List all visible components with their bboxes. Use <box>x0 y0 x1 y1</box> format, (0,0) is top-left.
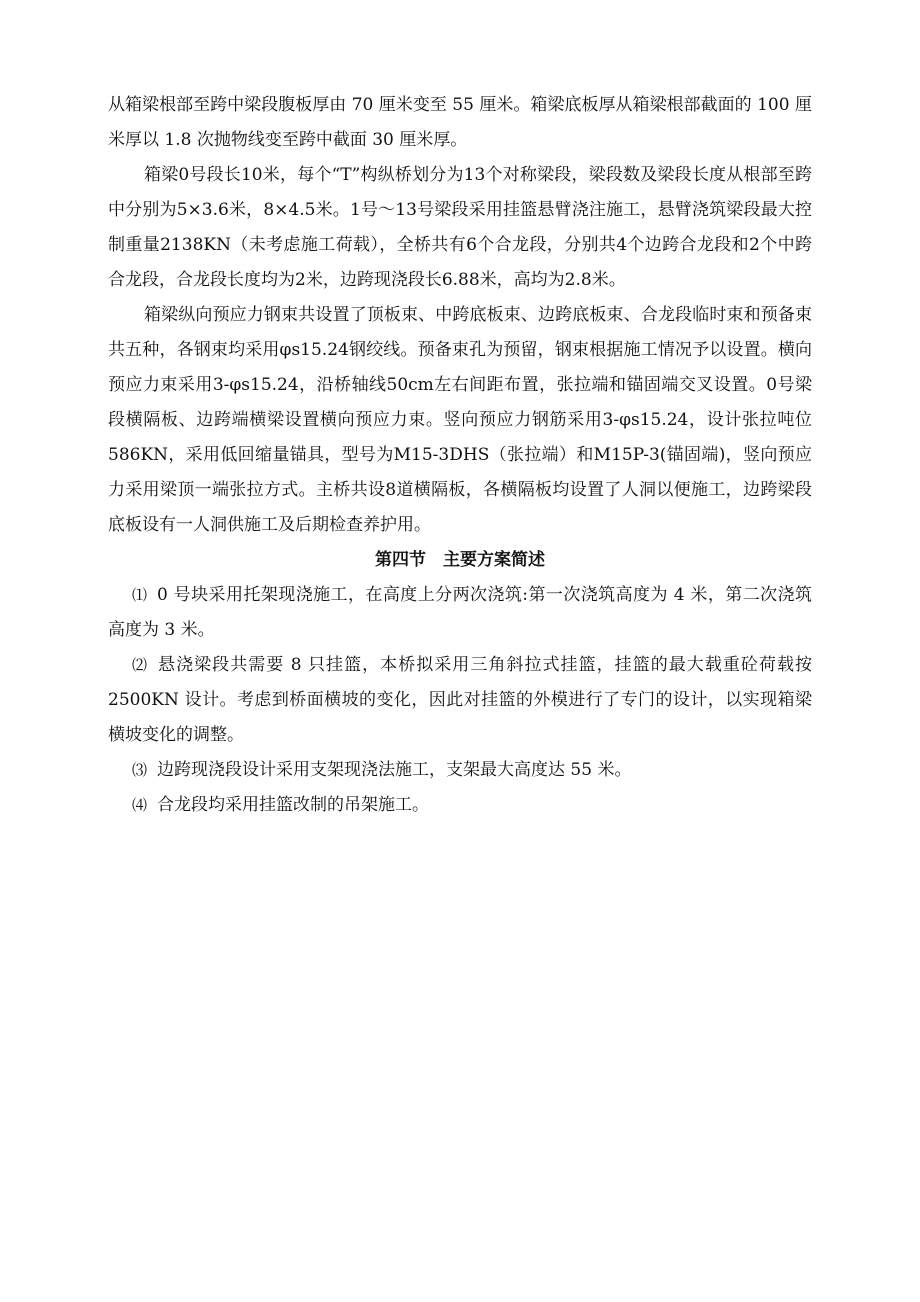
section-title: 第四节 主要方案简述 <box>375 550 545 570</box>
list-item <box>108 753 812 788</box>
list-item <box>108 788 812 823</box>
paragraph-segments: 箱梁0号段长10米，每个“T”构纵桥划分为13个对称梁段，梁段数及梁段长度从根部至跨中分别为5×3.6米，8×4.5米。1号～13号梁段采用挂篮悬臂浇注施工，悬臂浇筑梁段最大控制重量2138KN（未考虑施工荷载），全桥共有6个合龙段，分别共4个边跨合龙段和2个中跨合龙段，合龙段长度均为2米，边跨现浇段长6.88米，高均为2.8米。 <box>108 165 812 290</box>
list-item <box>108 578 812 648</box>
list-item-text: 0 号块采用托架现浇施工，在高度上分两次浇筑:第一次浇筑高度为 4 米，第二次浇筑高度为 3 米。 <box>108 585 812 640</box>
paragraph-prestress: 箱梁纵向预应力钢束共设置了顶板束、中跨底板束、边跨底板束、合龙段临时束和预备束共五种，各钢束均采用φs15.24钢绞线。预备束孔为预留，钢束根据施工情况予以设置。横向预应力束采用3-φs15.24，沿桥轴线50cm左右间距布置，张拉端和锚固端交叉设置。0号梁段横隔板、边跨端横梁设置横向预应力束。竖向预应力钢筋采用3-φs15.24，设计张拉吨位586KN，采用低回缩量锚具，型号为M15-3DHS（张拉端）和M15P-3(锚固端)，竖向预应力采用梁顶一端张拉方式。主桥共设8道横隔板，各横隔板均设置了人洞以便施工，边跨梁段底板设有一人洞供施工及后期检查养护用。 <box>108 305 812 535</box>
list-item-text: 边跨现浇段设计采用支架现浇法施工，支架最大高度达 55 米。 <box>157 760 632 780</box>
list-item-text: 悬浇梁段共需要 8 只挂篮，本桥拟采用三角斜拉式挂篮，挂篮的最大载重砼荷载按 2500KN 设计。考虑到桥面横坡的变化，因此对挂篮的外模进行了专门的设计，以实现箱梁横坡变化的调整。 <box>108 655 812 745</box>
list-item-number: ⑴ <box>132 586 148 604</box>
document-page <box>108 88 812 823</box>
list-item-text: 合龙段均采用挂篮改制的吊架施工。 <box>157 795 430 815</box>
list-item <box>108 648 812 753</box>
paragraph-web-thickness: 从箱梁根部至跨中梁段腹板厚由 70 厘米变至 55 厘米。箱梁底板厚从箱梁根部截面的 100 厘米厚以 1.8 次抛物线变至跨中截面 30 厘米厚。 <box>108 95 812 150</box>
list-item-number: ⑶ <box>132 761 148 779</box>
list-item-number: ⑵ <box>132 656 148 674</box>
list-item-number: ⑷ <box>132 796 148 814</box>
